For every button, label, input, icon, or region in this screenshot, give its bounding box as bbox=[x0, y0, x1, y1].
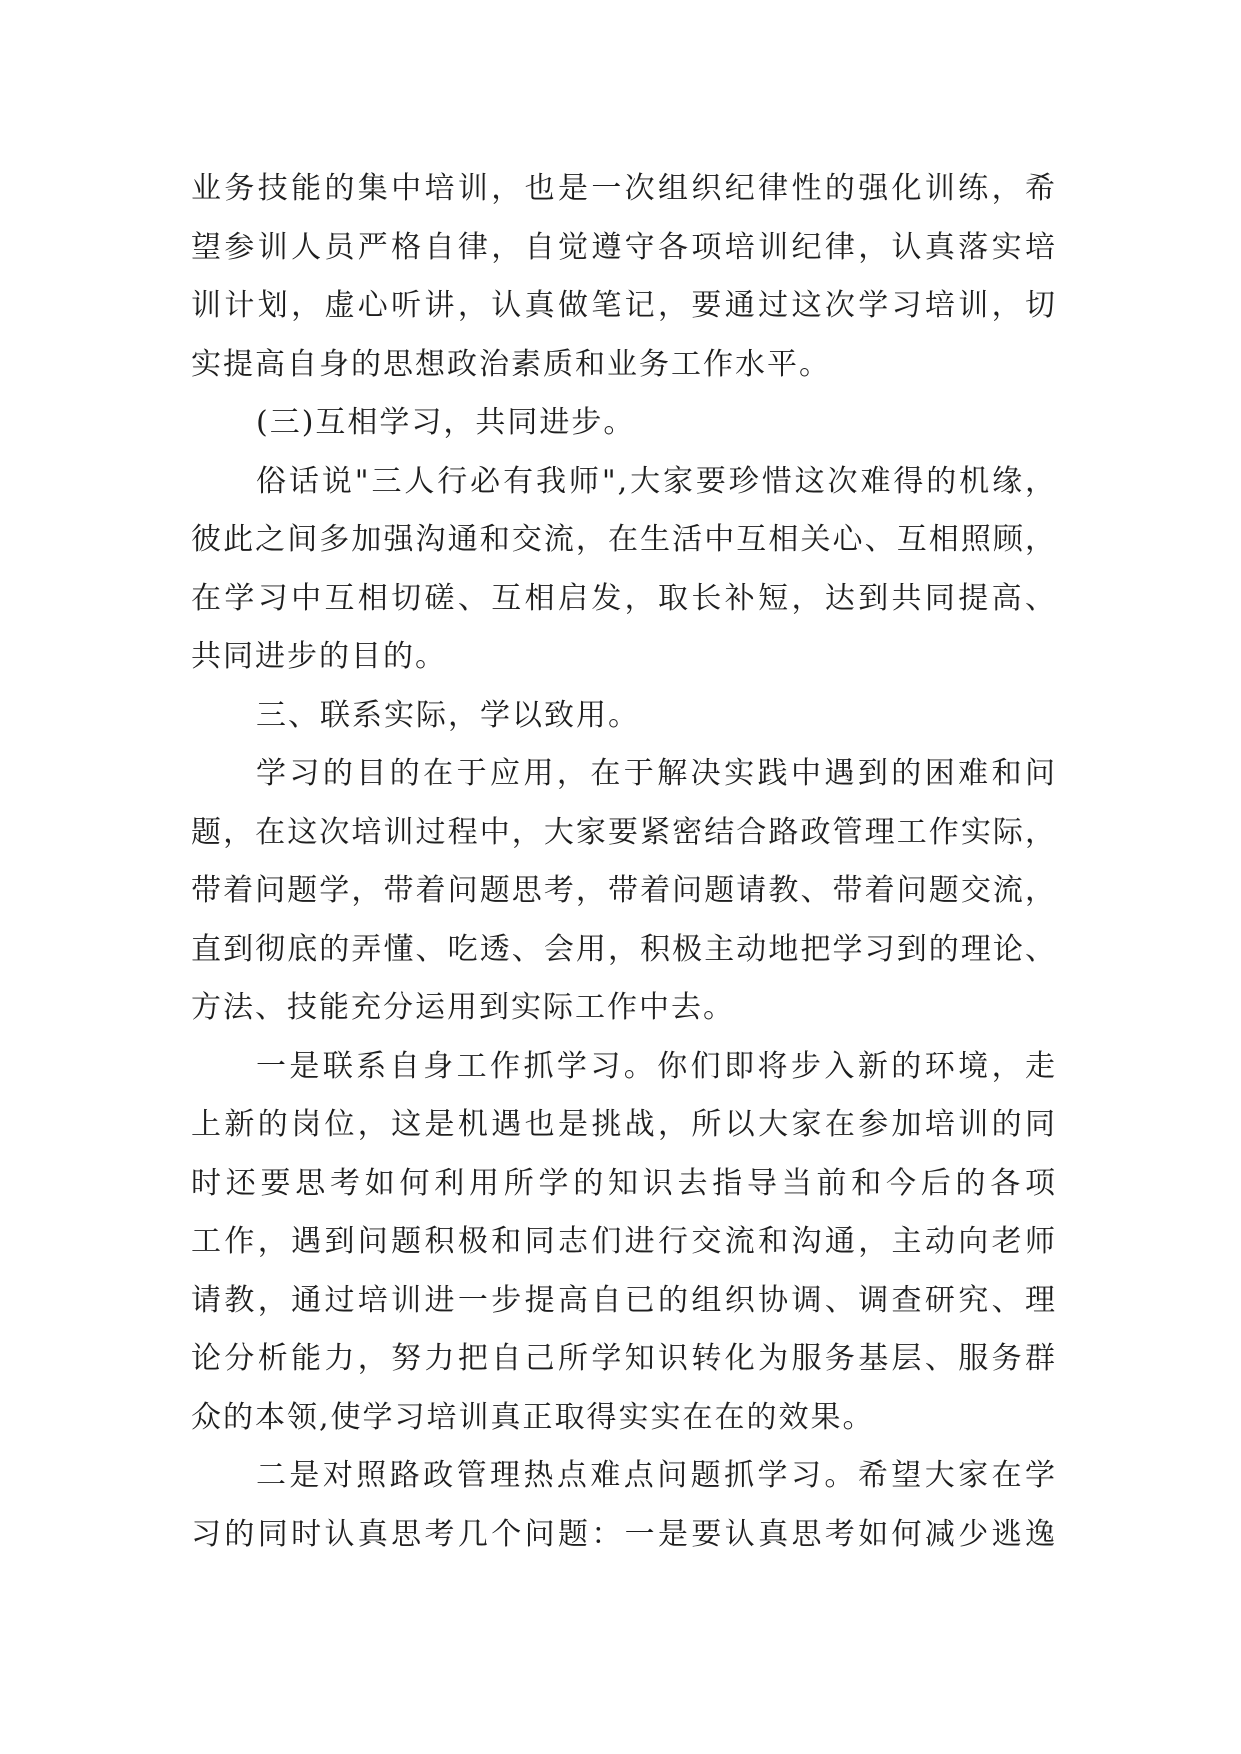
section-heading-text: (三)互相学习，共同进步。 bbox=[256, 405, 636, 440]
text-line: 实提高自身的思想政治素质和业务工作水平。 bbox=[191, 346, 831, 382]
text-line: 业务技能的集中培训，也是一次组织纪律性的强化训练，希 bbox=[191, 171, 1057, 206]
text-line: 学习的目的在于应用，在于解决实践中遇到的困难和问 bbox=[256, 756, 1057, 791]
text-line: 工作，遇到问题积极和同志们进行交流和沟通，主动向老师 bbox=[191, 1224, 1057, 1259]
text-line: 彼此之间多加强沟通和交流，在生活中互相关心、互相照顾， bbox=[191, 522, 1057, 557]
section-heading bbox=[191, 687, 1057, 746]
paragraph bbox=[191, 1038, 1057, 1448]
text-line: 方法、技能充分运用到实际工作中去。 bbox=[191, 990, 735, 1025]
text-line: 论分析能力，努力把自己所学知识转化为服务基层、服务群 bbox=[191, 1341, 1057, 1376]
paragraph bbox=[191, 745, 1057, 1038]
text-line: 二是对照路政管理热点难点问题抓学习。希望大家在学 bbox=[256, 1458, 1057, 1493]
text-line: 望参训人员严格自律，自觉遵守各项培训纪律，认真落实培 bbox=[191, 229, 1057, 265]
text-line: 时还要思考如何利用所学的知识去指导当前和今后的各项 bbox=[191, 1165, 1057, 1201]
text-line: 题，在这次培训过程中，大家要紧密结合路政管理工作实际， bbox=[191, 814, 1057, 850]
text-line: 一是联系自身工作抓学习。你们即将步入新的环境，走 bbox=[256, 1048, 1057, 1084]
text-line: 众的本领,使学习培训真正取得实实在在的效果。 bbox=[191, 1399, 875, 1435]
text-line: 请教，通过培训进一步提高自已的组织协调、调查研究、理 bbox=[191, 1282, 1057, 1318]
text-line: 带着问题学，带着问题思考，带着问题请教、带着问题交流， bbox=[191, 873, 1057, 908]
text-line: 直到彻底的弄懂、吃透、会用，积极主动地把学习到的理论、 bbox=[191, 931, 1057, 967]
document-body bbox=[191, 160, 1057, 1564]
text-line: 习的同时认真思考几个问题：一是要认真思考如何减少逃逸 bbox=[191, 1516, 1057, 1552]
paragraph bbox=[191, 1447, 1057, 1564]
text-line: 上新的岗位，这是机遇也是挑战，所以大家在参加培训的同 bbox=[191, 1107, 1057, 1142]
text-line: 俗话说"三人行必有我师",大家要珍惜这次难得的机缘， bbox=[256, 463, 1057, 499]
text-line: 训计划，虚心听讲，认真做笔记，要通过这次学习培训，切 bbox=[191, 288, 1057, 323]
text-line: 共同进步的目的。 bbox=[191, 639, 447, 674]
section-heading bbox=[191, 394, 1057, 453]
section-heading-text: 三、联系实际，学以致用。 bbox=[256, 697, 640, 733]
paragraph bbox=[191, 453, 1057, 687]
text-line: 在学习中互相切磋、互相启发，取长补短，达到共同提高、 bbox=[191, 580, 1057, 616]
paragraph bbox=[191, 160, 1057, 394]
